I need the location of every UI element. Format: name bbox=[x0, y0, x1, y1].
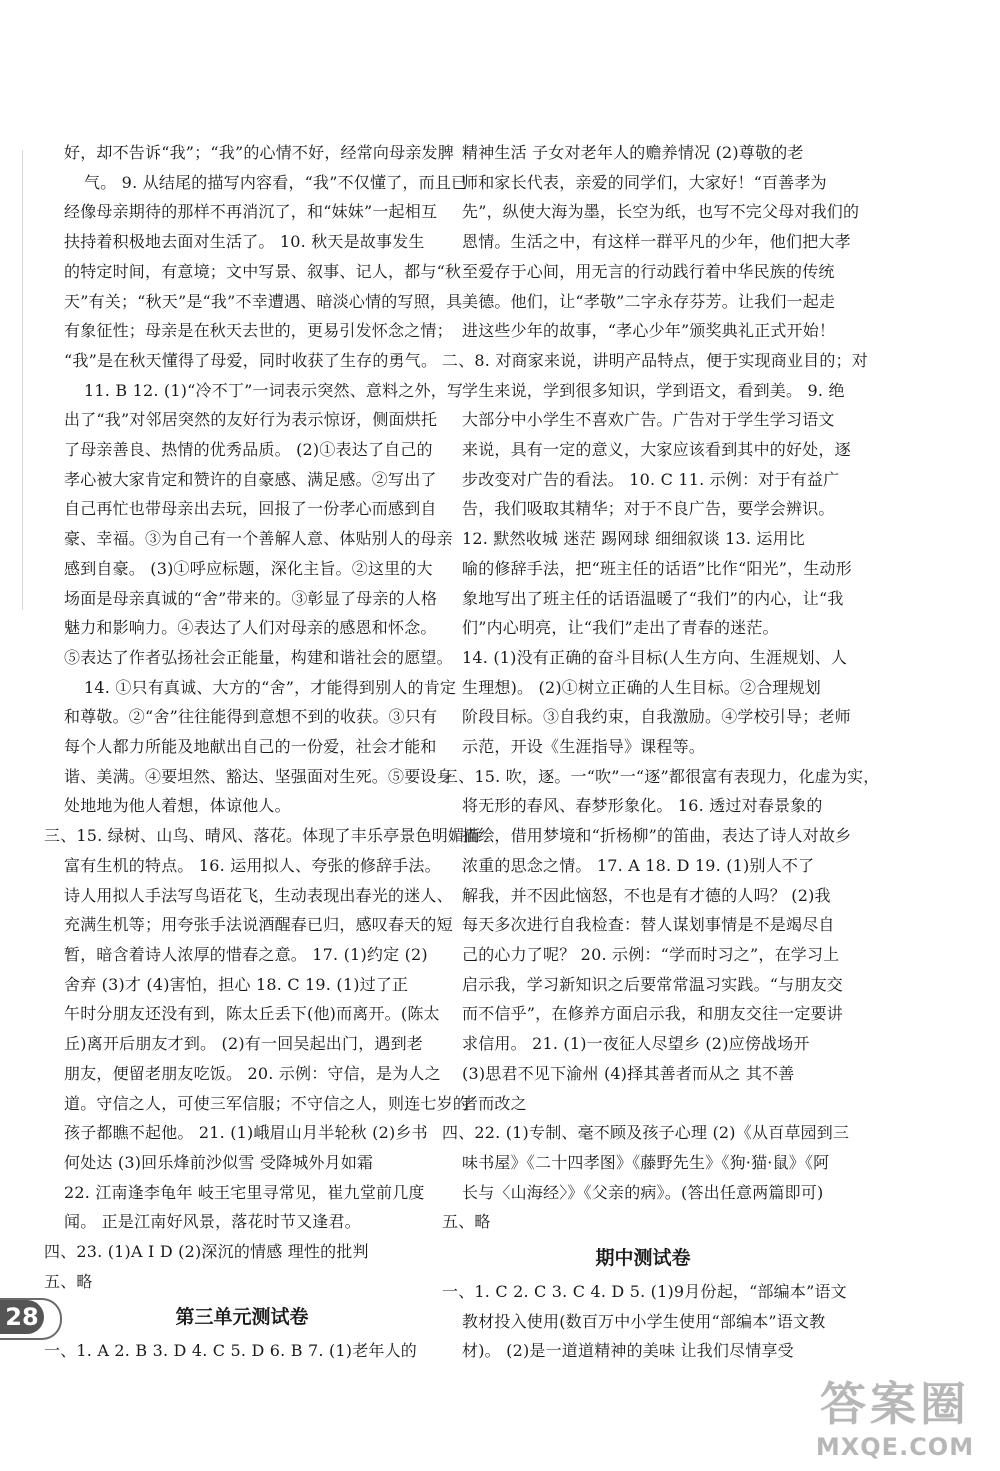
text-line: 者而改之 bbox=[462, 1093, 527, 1113]
text-line: 示范，开设《生涯指导》课程等。 bbox=[462, 737, 706, 757]
text-line: 美德。他们，让“孝敬”二字永存芬芳。让我们一起走 bbox=[462, 291, 836, 311]
text-line: 11. B 12. (1)“冷不丁”一词表示突然、意料之外，写 bbox=[84, 380, 464, 400]
text-line: 诗人用拟人手法写鸟语花飞，生动表现出春光的迷人、 bbox=[64, 885, 453, 905]
text-line: 天”有关；“秋天”是“我”不幸遭遇、暗淡心情的写照，具 bbox=[64, 291, 463, 311]
text-line: 二、8. 对商家来说，讲明产品特点，便于实现商业目的；对 bbox=[442, 350, 868, 370]
text-line: 朋友，便留老朋友吃饭。 20. 示例：守信，是为人之 bbox=[64, 1063, 441, 1083]
text-line: 道。守信之人，可使三军信服；不守信之人，则连七岁的 bbox=[64, 1093, 470, 1113]
text-line: 四、23. (1)A I D (2)深沉的情感 理性的批判 bbox=[44, 1242, 369, 1262]
text-line: 学生来说，学到很多知识，学到语文，看到美。 9. 绝 bbox=[462, 380, 845, 400]
page-number: 28 bbox=[0, 1300, 44, 1334]
text-line: 闻。 正是江南好风景，落花时节又逢君。 bbox=[64, 1212, 361, 1232]
text-line: 14. (1)没有正确的奋斗目标(人生方向、生涯规划、人 bbox=[462, 647, 848, 667]
text-line: 的特定时间，有意境；文中写景、叙事、记人，都与“秋 bbox=[64, 261, 462, 281]
text-line: ⑤表达了作者弘扬社会正能量，构建和谐社会的愿望。 bbox=[64, 647, 453, 667]
text-line: 师和家长代表，亲爱的同学们，大家好！“百善孝为 bbox=[462, 172, 827, 192]
text-line: 扶持着积极地去面对生活了。 10. 秋天是故事发生 bbox=[64, 232, 425, 252]
text-line: 阶段目标。③自我约束，自我激励。④学校引导；老师 bbox=[462, 707, 851, 727]
text-line: 而不信乎”，在修养方面启示我，和朋友交往一定要讲 bbox=[462, 1004, 843, 1024]
margin-rule bbox=[22, 150, 23, 610]
right-answer-text bbox=[442, 138, 880, 1237]
text-line: 精神生活 子女对老年人的赡养情况 (2)尊敬的老 bbox=[462, 143, 804, 162]
left-answer-text bbox=[44, 138, 481, 1296]
text-line: 场面是母亲真诚的“舍”带来的。③彰显了母亲的人格 bbox=[64, 588, 438, 608]
text-line: 先”，纵使大海为墨，长空为纸，也写不完父母对我们的 bbox=[462, 202, 860, 222]
text-line: 浓重的思念之情。 17. A 18. D 19. (1)别人不了 bbox=[462, 855, 815, 875]
text-line: 14. ①只有真诚、大方的“舍”，才能得到别人的肯定 bbox=[84, 677, 457, 697]
watermark-main-text: 答案圈 bbox=[820, 1377, 970, 1431]
text-line: 自己再忙也带母亲出去玩，回报了一份孝心而感到自 bbox=[64, 499, 437, 519]
text-line: 大部分中小学生不喜欢广告。广告对于学生学习语文 bbox=[462, 410, 835, 430]
text-line: 味书屋》《二十四孝图》《藤野先生》《狗·猫·鼠》《阿 bbox=[462, 1152, 830, 1172]
text-line: 材)。 (2)是一道道精神的美味 让我们尽情享受 bbox=[462, 1341, 794, 1361]
text-line: 们”内心明亮，让“我们”走出了青春的迷茫。 bbox=[462, 618, 779, 638]
text-line: 经像母亲期待的那样不再消沉了，和“妹妹”一起相互 bbox=[64, 202, 438, 222]
text-line: 进这些少年的故事，“孝心少年”颁奖典礼正式开始！ bbox=[462, 321, 836, 341]
text-line: 来说，具有一定的意义，大家应该看到其中的好处，逐 bbox=[462, 440, 851, 460]
text-line: 感到自豪。 (3)①呼应标题，深化主旨。②这里的大 bbox=[64, 558, 433, 578]
left-column bbox=[44, 138, 481, 1366]
text-line: 每天多次进行自我检查：替人谋划事情是不是竭尽自 bbox=[462, 915, 835, 935]
text-line: 喻的修辞手法，把“班主任的话语”比作“阳光”，生动形 bbox=[462, 558, 852, 578]
text-line: 长与〈山海经〉》《父亲的病》。(答出任意两篇即可) bbox=[462, 1182, 824, 1202]
text-line: 有象征性；母亲是在秋天去世的，更易引发怀念之情； bbox=[64, 321, 453, 341]
text-line: 描绘，借用梦境和“折杨柳”的笛曲，表达了诗人对故乡 bbox=[462, 826, 852, 846]
text-line: 何处达 (3)回乐烽前沙似雪 受降城外月如霜 bbox=[64, 1152, 374, 1172]
section-heading-unit-three-test: 第三单元测试卷 bbox=[175, 1306, 309, 1329]
text-line: 魅力和影响力。④表达了人们对母亲的感恩和怀念。 bbox=[64, 618, 437, 638]
text-line: 四、22. (1)专制、毫不顾及孩子心理 (2)《从百草园到三 bbox=[442, 1123, 850, 1143]
text-line: 五、略 bbox=[442, 1212, 491, 1232]
text-line: 22. 江南逢李龟年 岐王宅里寻常见，崔九堂前几度 bbox=[64, 1182, 425, 1202]
text-line: 谐、美满。④要坦然、豁达、坚强面对生死。⑤要设身 bbox=[64, 766, 453, 786]
text-line: 三、15. 吹，逐。一“吹”一“逐”都很富有表现力，化虚为实， bbox=[442, 766, 880, 786]
text-line: 午时分朋友还没有到，陈太丘丢下(他)而离开。(陈太 bbox=[64, 1004, 440, 1024]
text-line: 出了“我”对邻居突然的友好行为表示惊讶，侧面烘托 bbox=[64, 410, 438, 430]
text-line: 一、1. A 2. B 3. D 4. C 5. D 6. B 7. (1)老年人的 bbox=[44, 1341, 418, 1361]
text-line: 至爱存于心间，用无言的行动践行着中华民族的传统 bbox=[462, 261, 835, 281]
right-answer-text-after-heading bbox=[442, 1277, 847, 1366]
text-line: 好，却不告诉“我”；“我”的心情不好，经常向母亲发脾 bbox=[64, 143, 454, 162]
text-line: 每个人都力所能及地献出自己的一份爱，社会才能和 bbox=[64, 737, 437, 757]
text-line: 了母亲善良、热情的优秀品质。 (2)①表达了自己的 bbox=[64, 440, 433, 460]
text-line: 象地写出了班主任的话语温暖了“我们”的内心，让“我 bbox=[462, 588, 844, 608]
text-line: 启示我，学习新知识之后要常常温习实践。“与朋友交 bbox=[462, 974, 843, 994]
text-line: 孩子都瞧不起他。 21. (1)峨眉山月半轮秋 (2)乡书 bbox=[64, 1123, 428, 1143]
right-column bbox=[442, 138, 880, 1366]
text-line: 舍弃 (3)才 (4)害怕，担心 18. C 19. (1)过了正 bbox=[64, 974, 409, 994]
text-line: 教材投入使用(数百万中小学生使用“部编本”语文教 bbox=[462, 1311, 826, 1331]
text-line: 生理想)。 (2)①树立正确的人生目标。②合理规划 bbox=[462, 677, 821, 697]
text-line: 充满生机等；用夸张手法说酒醒春已归，感叹春天的短 bbox=[64, 915, 453, 935]
text-line: 告，我们吸取其精华；对于不良广告，要学会辨识。 bbox=[462, 499, 835, 519]
text-line: “我”是在秋天懂得了母爱，同时收获了生存的勇气。 bbox=[64, 350, 438, 370]
text-line: 步改变对广告的看法。 10. C 11. 示例：对于有益广 bbox=[462, 469, 840, 489]
text-line: 处地地为他人着想，体谅他人。 bbox=[64, 796, 291, 816]
text-line: (3)思君不见下渝州 (4)择其善者而从之 其不善 bbox=[462, 1063, 795, 1083]
text-line: 孝心被大家肯定和赞许的自豪感、满足感。②写出了 bbox=[64, 469, 437, 489]
text-line: 将无形的春风、春梦形象化。 16. 透过对春景象的 bbox=[462, 796, 823, 816]
text-line: 暂，暗含着诗人浓厚的惜春之意。 17. (1)约定 (2) bbox=[64, 944, 428, 964]
text-line: 解我，并不因此恼怒，不也是有才德的人吗？ (2)我 bbox=[462, 885, 831, 905]
text-line: 和尊敬。②“舍”往往能得到意想不到的收获。③只有 bbox=[64, 707, 438, 727]
watermark-site-text: MXQE.COM bbox=[815, 1433, 975, 1461]
section-heading-midterm-test: 期中测试卷 bbox=[595, 1247, 691, 1270]
left-answer-text-after-heading bbox=[44, 1336, 420, 1366]
text-line: 一、1. C 2. C 3. C 4. D 5. (1)9月份起，“部编本”语文 bbox=[442, 1282, 847, 1302]
text-line: 五、略 bbox=[44, 1271, 93, 1291]
text-line: 恩情。生活之中，有这样一群平凡的少年，他们把大孝 bbox=[462, 232, 851, 252]
text-line: 豪、幸福。③为自己有一个善解人意、体贴别人的母亲 bbox=[64, 529, 453, 549]
text-line: 己的心力了呢？ 20. 示例：“学而时习之”，在学习上 bbox=[462, 944, 840, 964]
text-line: 求信用。 21. (1)一夜征人尽望乡 (2)应傍战场开 bbox=[462, 1034, 810, 1054]
text-line: 富有生机的特点。 16. 运用拟人、夸张的修辞手法。 bbox=[64, 855, 441, 875]
text-line: 三、15. 绿树、山鸟、晴风、落花。体现了丰乐亭景色明媚而 bbox=[44, 826, 481, 846]
text-line: 气。 9. 从结尾的描写内容看，“我”不仅懂了，而且已 bbox=[84, 172, 468, 192]
text-line: 丘)离开后朋友才到。 (2)有一回吴起出门，遇到老 bbox=[64, 1034, 423, 1054]
text-line: 12. 默然收城 迷茫 踢网球 细细叙谈 13. 运用比 bbox=[462, 529, 806, 549]
watermark-logo bbox=[800, 1378, 990, 1464]
